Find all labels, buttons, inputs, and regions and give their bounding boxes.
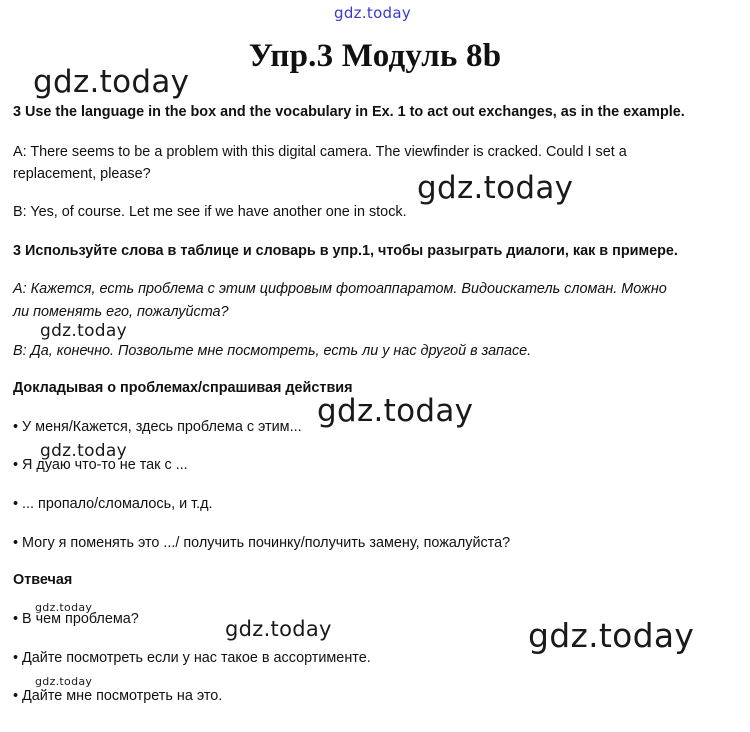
list-item: • Дайте мне посмотреть на это. bbox=[13, 688, 223, 704]
section-responding-heading: Отвечая bbox=[13, 572, 73, 588]
section-reporting-heading: Докладывая о проблемах/спрашивая действия bbox=[13, 380, 353, 396]
example-en-b: B: Yes, of course. Let me see if we have another one in stock. bbox=[13, 204, 407, 220]
instruction-en: 3 Use the language in the box and the vocabulary in Ex. 1 to act out exchanges, as in the example. bbox=[13, 104, 685, 120]
watermark: gdz.today bbox=[528, 616, 695, 655]
watermark-top: gdz.today bbox=[334, 4, 412, 22]
watermark: gdz.today bbox=[417, 170, 574, 206]
list-item: • Дайте посмотреть если у нас такое в ассортименте. bbox=[13, 650, 371, 666]
list-item: • У меня/Кажется, здесь проблема с этим... bbox=[13, 419, 302, 435]
list-item: • Я дуаю что-то не так с ... bbox=[13, 457, 188, 473]
watermark: gdz.today bbox=[40, 441, 127, 461]
watermark: gdz.today bbox=[317, 393, 474, 429]
instruction-ru: 3 Используйте слова в таблице и словарь в упр.1, чтобы разыграть диалоги, как в примере. bbox=[13, 243, 678, 259]
list-item: • В чем проблема? bbox=[13, 611, 139, 627]
watermark: gdz.today bbox=[33, 64, 190, 100]
watermark: gdz.today bbox=[40, 321, 127, 341]
list-item: • ... пропало/сломалось, и т.д. bbox=[13, 496, 213, 512]
watermark: gdz.today bbox=[35, 675, 93, 688]
example-en-a-line1: A: There seems to be a problem with this digital camera. The viewfinder is cracked. Could I set a bbox=[13, 144, 627, 160]
page-title: Упр.3 Модуль 8b bbox=[248, 38, 502, 74]
watermark: gdz.today bbox=[225, 617, 332, 641]
example-en-a-line2: replacement, please? bbox=[13, 166, 151, 182]
example-ru-b: B: Да, конечно. Позвольте мне посмотреть, есть ли у нас другой в запасе. bbox=[13, 343, 532, 359]
list-item: • Могу я поменять это .../ получить починку/получить замену, пожалуйста? bbox=[13, 535, 511, 551]
example-ru-a-line1: A: Кажется, есть проблема с этим цифровым фотоаппаратом. Видоискатель сломан. Можно bbox=[13, 281, 667, 297]
watermark: gdz.today bbox=[35, 601, 93, 614]
example-ru-a-line2: ли поменять его, пожалуйста? bbox=[13, 304, 229, 320]
